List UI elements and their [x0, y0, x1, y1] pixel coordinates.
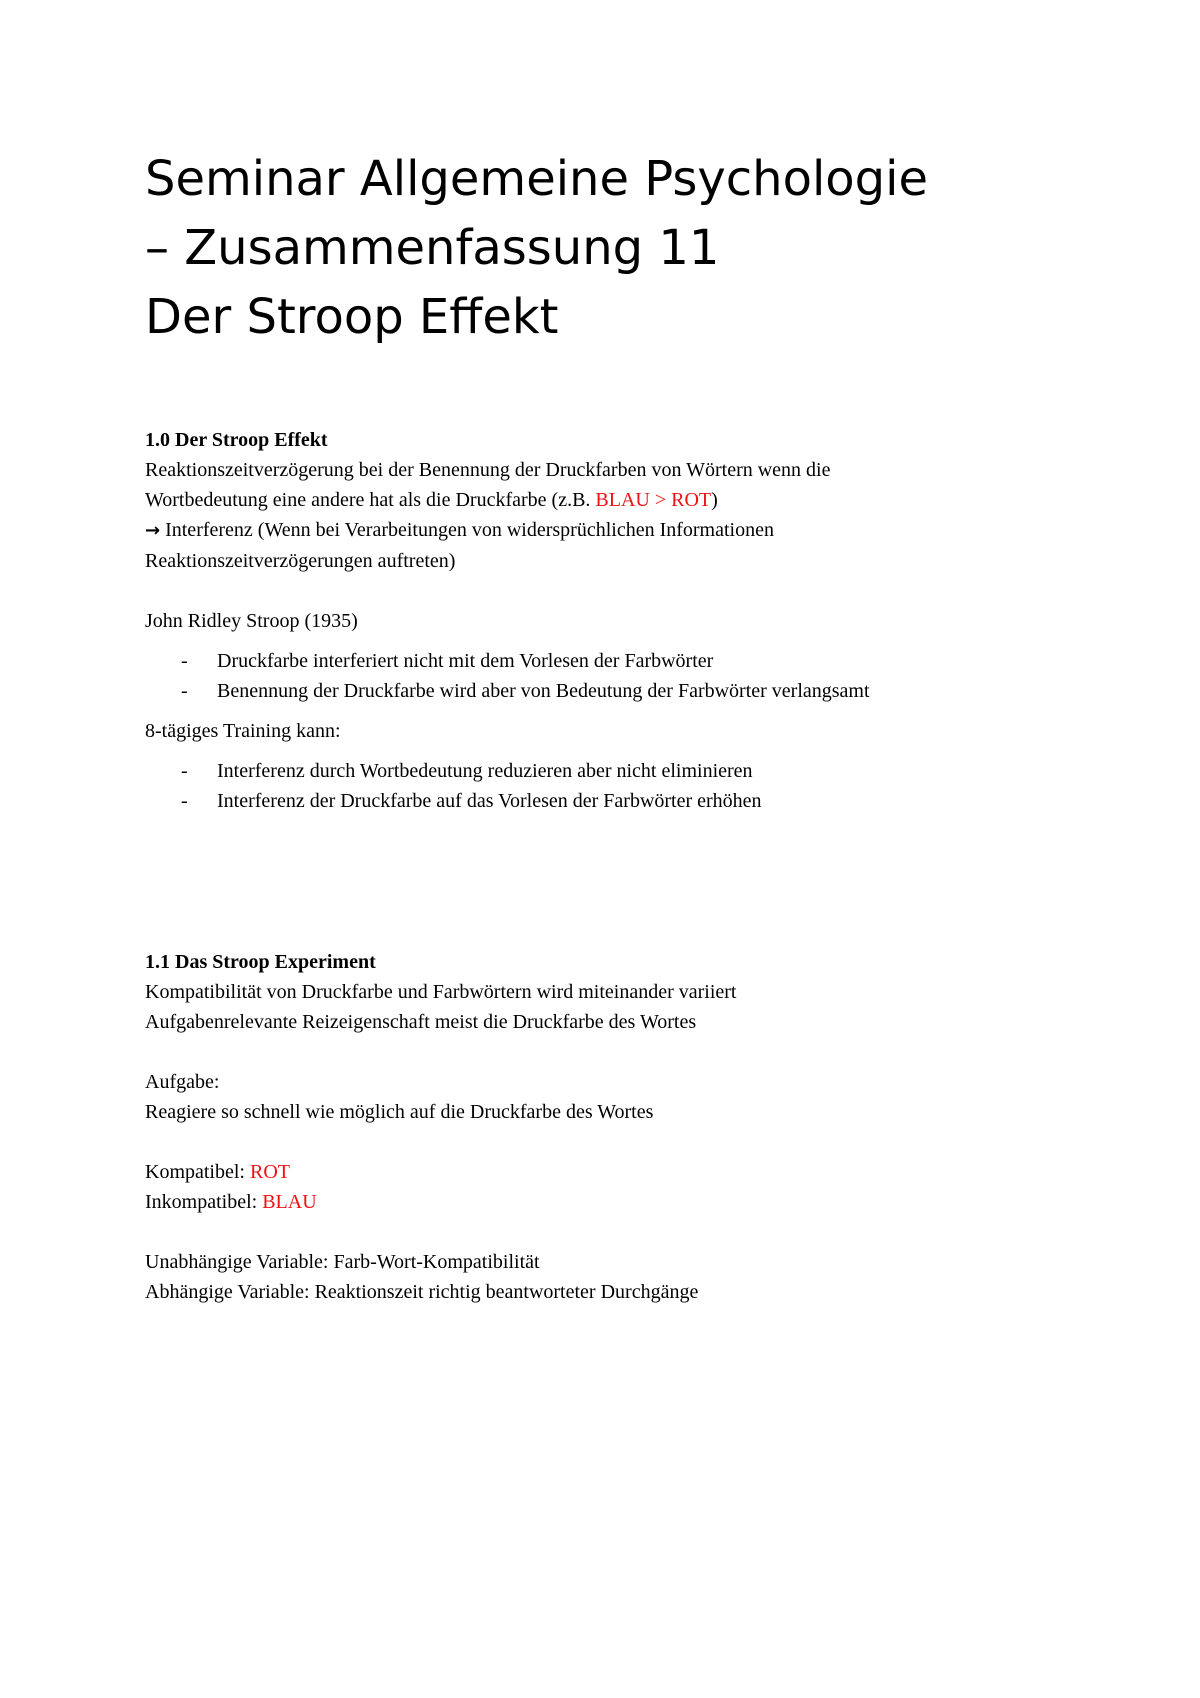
interference-text: Interferenz (Wenn bei Verarbeitungen von widersprüchlichen Informationen [160, 519, 774, 541]
section1-heading: 1.0 Der Stroop Effekt [145, 429, 328, 451]
spacer [145, 1037, 1065, 1067]
compatible-label: Kompatibel: [145, 1161, 250, 1183]
dash-bullet: - [181, 790, 188, 812]
spacer [145, 576, 1065, 606]
dependent-variable: Abhängige Variable: Reaktionszeit richtig beantworteter Durchgänge [145, 1281, 699, 1303]
document-content [145, 145, 1065, 1303]
training-label: 8-tägiges Training kann: [145, 720, 341, 742]
independent-variable: Unabhängige Variable: Farb-Wort-Kompatibilität [145, 1251, 540, 1273]
list-item [145, 756, 1065, 786]
arrow-right-icon: → [145, 520, 161, 541]
section1-paragraph-line-4: Reaktionszeitverzögerungen auftreten) [145, 550, 456, 572]
document-title [145, 145, 1065, 352]
section1-paragraph-line-2-text: Wortbedeutung eine andere hat als die Druckfarbe (z.B. [145, 489, 596, 511]
section2-line-1: Kompatibilität von Druckfarbe und Farbwörtern wird miteinander variiert [145, 981, 737, 1003]
stroop-reference: John Ridley Stroop (1935) [145, 610, 358, 632]
title-line-3: Der Stroop Effekt [145, 289, 559, 345]
incompatible-word: BLAU [262, 1191, 317, 1213]
dash-bullet: - [181, 760, 188, 782]
stroop-findings-list [145, 646, 1065, 706]
spacer [145, 1217, 1065, 1247]
list-item-text: Benennung der Druckfarbe wird aber von Bedeutung der Farbwörter verlangsamt [217, 680, 870, 702]
section2-heading: 1.1 Das Stroop Experiment [145, 951, 376, 973]
section1-paragraph-line-1: Reaktionszeitverzögerung bei der Benennung der Druckfarben von Wörtern wenn die [145, 459, 831, 481]
list-item [145, 646, 1065, 676]
compatible-word: ROT [249, 1161, 290, 1183]
list-item [145, 676, 1065, 706]
dash-bullet: - [181, 650, 188, 672]
task-label: Aufgabe: [145, 1071, 220, 1093]
section1-paragraph-line-2 [145, 485, 1065, 515]
spacer [145, 1127, 1065, 1157]
task-text: Reagiere so schnell wie möglich auf die Druckfarbe des Wortes [145, 1101, 654, 1123]
list-item-text: Interferenz der Druckfarbe auf das Vorlesen der Farbwörter erhöhen [217, 790, 762, 812]
section-stroop-effect [145, 425, 1065, 826]
list-item-text: Druckfarbe interferiert nicht mit dem Vorlesen der Farbwörter [217, 650, 714, 672]
title-line-2: – Zusammenfassung 11 [145, 220, 720, 276]
compatible-line [145, 1157, 1065, 1187]
section1-paragraph-line-3 [145, 515, 1065, 546]
section2-line-2: Aufgabenrelevante Reizeigenschaft meist die Druckfarbe des Wortes [145, 1011, 697, 1033]
incompatible-line [145, 1187, 1065, 1217]
dash-bullet: - [181, 680, 188, 702]
training-effects-list [145, 756, 1065, 816]
incompatible-label: Inkompatibel: [145, 1191, 263, 1213]
example-blau-rot: BLAU > ROT [595, 489, 712, 511]
list-item-text: Interferenz durch Wortbedeutung reduzieren aber nicht eliminieren [217, 760, 753, 782]
section1-paragraph-line-2-end: ) [711, 489, 718, 511]
title-line-1: Seminar Allgemeine Psychologie [145, 151, 928, 207]
list-item [145, 786, 1065, 816]
section-stroop-experiment [145, 947, 1065, 1307]
